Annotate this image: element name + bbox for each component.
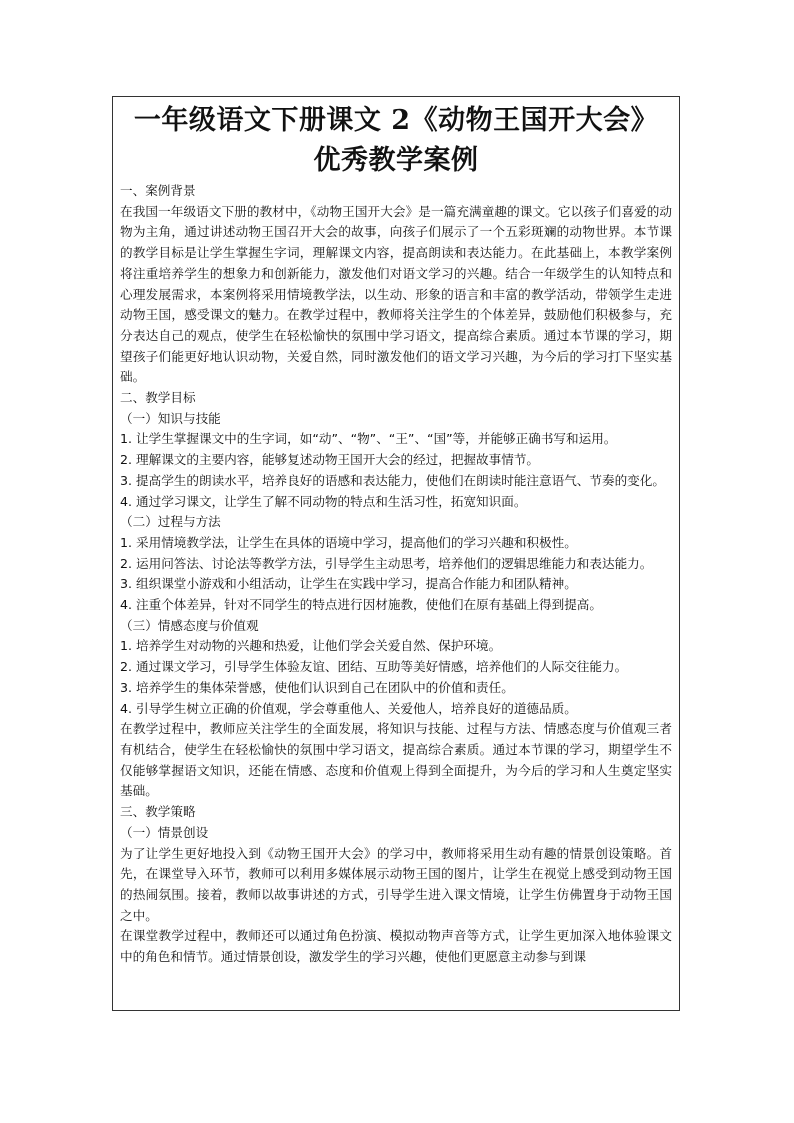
list-item: 3. 提高学生的朗读水平，培养良好的语感和表达能力，使他们在朗读时能注意语气、节奏的变化。 bbox=[120, 472, 665, 488]
paragraph: 在课堂教学过程中，教师还可以通过角色扮演、模拟动物声音等方式，让学生更加深入地体验课文中的角色和情节。通过情景创设，激发学生的学习兴趣，使他们更愿意主动参与到课 bbox=[120, 928, 672, 965]
section-heading: 二、教学目标 bbox=[120, 390, 196, 406]
list-item: 1. 让学生掌握课文中的生字词，如“动”、“物”、“王”、“国”等，并能够正确书写和运用。 bbox=[120, 431, 617, 447]
document-title-line-2: 优秀教学案例 bbox=[313, 145, 479, 176]
document-title-line-1: 一年级语文下册课文 2《动物王国开大会》 bbox=[133, 105, 659, 136]
subsection-heading: （一）知识与技能 bbox=[120, 410, 221, 426]
section-heading: 三、教学策略 bbox=[120, 804, 196, 820]
document-body bbox=[120, 181, 672, 968]
list-item: 1. 采用情境教学法，让学生在具体的语境中学习，提高他们的学习兴趣和积极性。 bbox=[120, 534, 577, 550]
paragraph: 为了让学生更好地投入到《动物王国开大会》的学习中，教师将采用生动有趣的情景创设策略。首先，在课堂导入环节，教师可以利用多媒体展示动物王国的图片，让学生在视觉上感受到动物王国的热闹氛围。接着，教师以故事讲述的方式，引导学生进入课文情境，让学生仿佛置身于动物王国之中。 bbox=[120, 845, 672, 923]
subsection-heading: （一）情景创设 bbox=[120, 824, 209, 840]
list-item: 4. 注重个体差异，针对不同学生的特点进行因材施教，使他们在原有基础上得到提高。 bbox=[120, 597, 602, 613]
document-frame bbox=[112, 96, 680, 1011]
paragraph: 在教学过程中，教师应关注学生的全面发展，将知识与技能、过程与方法、情感态度与价值观三者有机结合，使学生在轻松愉快的氛围中学习语文，提高综合素质。通过本节课的学习，期望学生不仅能够掌握语文知识，还能在情感、态度和价值观上得到全面提升，为今后的学习和人生奠定坚实基础。 bbox=[120, 721, 672, 799]
list-item: 3. 组织课堂小游戏和小组活动，让学生在实践中学习，提高合作能力和团队精神。 bbox=[120, 576, 577, 592]
list-item: 2. 通过课文学习，引导学生体验友谊、团结、互助等美好情感，培养他们的人际交往能力。 bbox=[120, 659, 628, 675]
list-item: 1. 培养学生对动物的兴趣和热爱，让他们学会关爱自然、保护环境。 bbox=[120, 638, 502, 654]
subsection-heading: （三）情感态度与价值观 bbox=[120, 617, 259, 633]
list-item: 2. 理解课文的主要内容，能够复述动物王国开大会的经过，把握故事情节。 bbox=[120, 452, 540, 468]
section-heading: 一、案例背景 bbox=[120, 183, 196, 198]
list-item: 4. 引导学生树立正确的价值观，学会尊重他人、关爱他人，培养良好的道德品质。 bbox=[120, 700, 577, 716]
subsection-heading: （二）过程与方法 bbox=[120, 514, 221, 530]
list-item: 2. 运用问答法、讨论法等教学方法，引导学生主动思考，培养他们的逻辑思维能力和表达能力。 bbox=[120, 555, 653, 571]
paragraph: 在我国一年级语文下册的教材中，《动物王国开大会》是一篇充满童趣的课文。它以孩子们喜爱的动物为主角，通过讲述动物王国召开大会的故事，向孩子们展示了一个五彩斑斓的动物世界。本节课的教学目标是让学生掌握生字词，理解课文内容，提高朗读和表达能力。在此基础上，本教学案例将注重培养学生的想象力和创新能力，激发他们对语文学习的兴趣。结合一年级学生的认知特点和心理发展需求，本案例将采用情境教学法，以生动、形象的语言和丰富的教学活动，带领学生走进动物王国，感受课文的魅力。在教学过程中，教师将关注学生的个体差异，鼓励他们积极参与，充分表达自己的观点，使学生在轻松愉快的氛围中学习语文，提高综合素质。通过本节课的学习，期望孩子们能更好地认识动物，关爱自然，同时激发他们的语文学习兴趣，为今后的学习打下坚实基础。 bbox=[120, 203, 672, 385]
list-item: 4. 通过学习课文，让学生了解不同动物的特点和生活习性，拓宽知识面。 bbox=[120, 493, 527, 509]
list-item: 3. 培养学生的集体荣誉感，使他们认识到自己在团队中的价值和责任。 bbox=[120, 679, 514, 695]
